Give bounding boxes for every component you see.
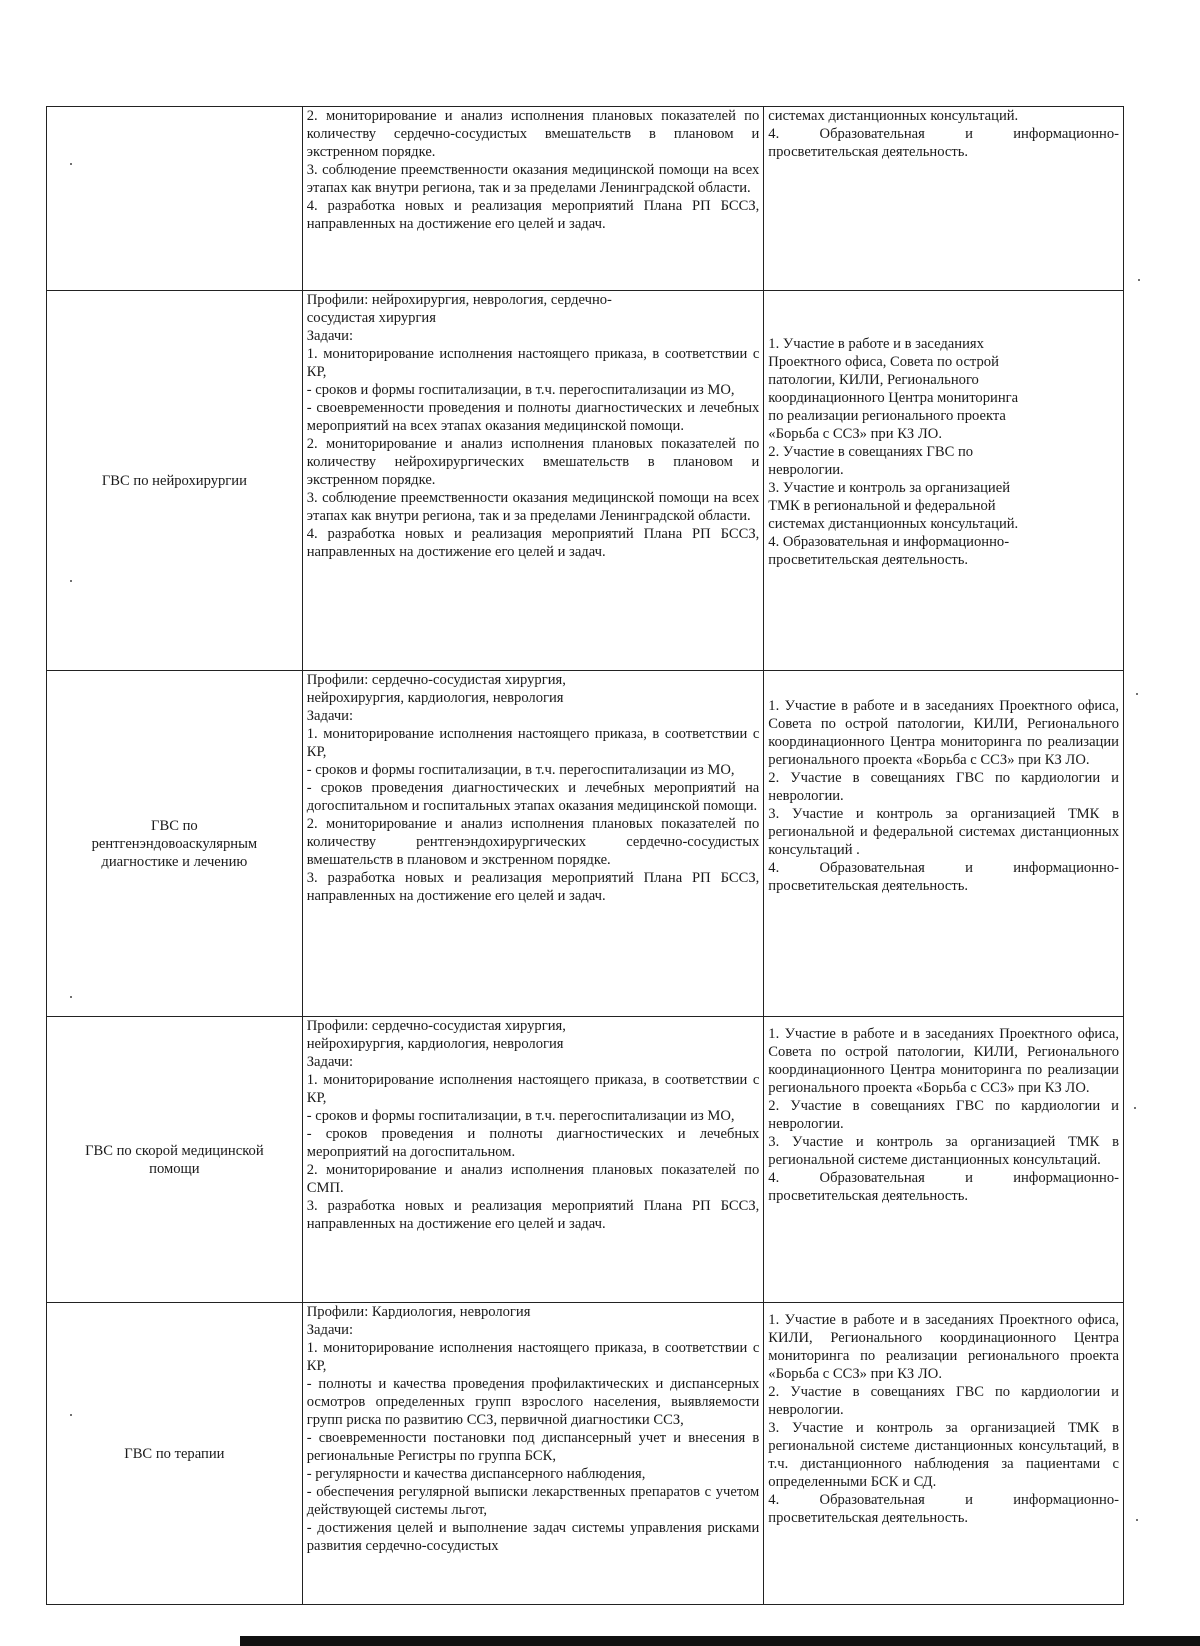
task-item: - обеспечения регулярной выписки лекарственных препаратов с учетом действующей системы льгот, — [306, 1484, 760, 1518]
profiles-text: нейрохирургия, кардиология, неврология — [306, 1036, 564, 1052]
scan-speck — [70, 580, 72, 582]
task-item: 3. разработка новых и реализация мероприятий Плана РП БССЗ, направленных на достижение его целей и задач. — [306, 1198, 760, 1232]
tasks-heading: Задачи: — [306, 328, 354, 344]
task-item: - сроков проведения и полноты диагностических и лечебных мероприятий на догоспитальном. — [306, 1126, 760, 1160]
function-item: 4. Образовательная и информационно-просветительская деятельность. — [768, 1492, 1119, 1526]
group-name: ГВС по скорой медицинской — [85, 1142, 264, 1159]
functions-cell — [764, 291, 1124, 671]
group-name: ГВС по — [151, 817, 198, 834]
function-line: неврологии. — [768, 462, 844, 478]
scan-speck — [70, 163, 72, 165]
profiles-text: Профили: сердечно-сосудистая хирургия, — [306, 672, 566, 688]
function-line: просветительская деятельность. — [768, 552, 969, 568]
function-item: 1. Участие в работе и в заседаниях Проектного офиса, КИЛИ, Регионального координационного Центра мониторинга по реализации регионального проекта «Борьба с ССЗ» при КЗ ЛО. — [768, 1312, 1119, 1382]
group-name: помощи — [149, 1160, 200, 1177]
scan-speck — [70, 996, 72, 998]
function-line: по реализации регионального проекта — [768, 408, 1006, 424]
group-cell — [47, 1303, 303, 1605]
task-item: 2. мониторирование и анализ исполнения плановых показателей по количеству сердечно-сосудистых вмешательств в плановом и экстренном порядке. — [306, 108, 760, 160]
tasks-heading: Задачи: — [306, 1322, 354, 1338]
task-item: 3. разработка новых и реализация мероприятий Плана РП БССЗ, направленных на достижение его целей и задач. — [306, 870, 760, 904]
task-item: 3. соблюдение преемственности оказания медицинской помощи на всех этапах как внутри региона, так и за пределами Ленинградской области. — [306, 162, 760, 196]
functions-cell — [764, 1017, 1124, 1303]
task-item: 1. мониторирование исполнения настоящего приказа, в соответствии с КР, — [306, 346, 760, 380]
tasks-cell — [302, 671, 764, 1017]
task-item: 3. соблюдение преемственности оказания медицинской помощи на всех этапах как внутри региона, так и за пределами Ленинградской области. — [306, 490, 760, 524]
function-item: 2. Участие в совещаниях ГВС по кардиологии и неврологии. — [768, 1098, 1119, 1132]
function-line: координационного Центра мониторинга — [768, 390, 1019, 406]
table-row — [47, 671, 1124, 1017]
task-item: - сроков и формы госпитализации, в т.ч. перегоспитализации из МО, — [306, 382, 735, 398]
function-item: 2. Участие в совещаниях ГВС по кардиологии и неврологии. — [768, 770, 1119, 804]
function-item: 2. Участие в совещаниях ГВС по кардиологии и неврологии. — [768, 1384, 1119, 1418]
function-item: 4. Образовательная и информационно-просветительская деятельность. — [768, 1170, 1119, 1204]
scan-speck — [1134, 1107, 1136, 1109]
group-name: ГВС по нейрохирургии — [101, 472, 247, 489]
profiles-text: сосудистая хирургия — [306, 310, 436, 326]
task-item: - своевременности постановки под диспансерный учет и внесения в региональные Регистры по группа БСК, — [306, 1430, 760, 1464]
function-line: 2. Участие в совещаниях ГВС по — [768, 444, 974, 460]
function-item: 1. Участие в работе и в заседаниях Проектного офиса, Совета по острой патологии, КИЛИ, Регионального координационного Центра мониторинга по реализации регионального проекта «Борьба с ССЗ» при КЗ ЛО. — [768, 1026, 1119, 1096]
task-item: 1. мониторирование исполнения настоящего приказа, в соответствии с КР, — [306, 1072, 760, 1106]
table-row — [47, 291, 1124, 671]
group-name: ГВС по терапии — [124, 1445, 225, 1462]
function-line: 1. Участие в работе и в заседаниях — [768, 336, 984, 352]
task-item: 4. разработка новых и реализация мероприятий Плана РП БССЗ, направленных на достижение его целей и задач. — [306, 526, 760, 560]
functions-cell — [764, 107, 1124, 291]
scan-edge-bar — [240, 1636, 1200, 1646]
task-item: - полноты и качества проведения профилактических и диспансерных осмотров определенных групп взрослого населения, выявляемости групп риска по развитию ССЗ, первичной диагностики ССЗ, — [306, 1376, 760, 1428]
task-item: 2. мониторирование и анализ исполнения плановых показателей по количеству нейрохирургических вмешательств в плановом и экстренном порядке. — [306, 436, 760, 488]
function-line: системах дистанционных консультаций. — [768, 516, 1019, 532]
function-item: 4. Образовательная и информационно-просветительская деятельность. — [768, 126, 1119, 160]
group-cell — [47, 1017, 303, 1303]
profiles-text: Профили: нейрохирургия, неврология, сердечно- — [306, 292, 612, 308]
task-item: 1. мониторирование исполнения настоящего приказа, в соответствии с КР, — [306, 1340, 760, 1374]
profiles-text: Профили: Кардиология, неврология — [306, 1304, 531, 1320]
task-item: - достижения целей и выполнение задач системы управления рисками развития сердечно-сосудистых — [306, 1520, 760, 1554]
task-item: - сроков проведения диагностических и лечебных мероприятий на догоспитальном и госпитальных этапах оказания медицинской помощи. — [306, 780, 760, 814]
function-item: 3. Участие и контроль за организацией ТМК в региональной и федеральной системах дистанционных консультаций . — [768, 806, 1119, 858]
function-line: патологии, КИЛИ, Регионального — [768, 372, 979, 388]
task-item: - своевременности проведения и полноты диагностических и лечебных мероприятий на всех этапах оказания медицинской помощи. — [306, 400, 760, 434]
group-name: диагностике и лечению — [101, 853, 248, 870]
profiles-text: нейрохирургия, кардиология, неврология — [306, 690, 564, 706]
tasks-heading: Задачи: — [306, 1054, 354, 1070]
group-cell — [47, 291, 303, 671]
function-line: ТМК в региональной и федеральной — [768, 498, 996, 514]
task-item: 4. разработка новых и реализация мероприятий Плана РП БССЗ, направленных на достижение его целей и задач. — [306, 198, 760, 232]
task-item: 2. мониторирование и анализ исполнения плановых показателей по количеству рентгенэндохирургических сердечно-сосудистых вмешательств в плановом и экстренном порядке. — [306, 816, 760, 868]
scan-speck — [1136, 1519, 1138, 1521]
task-item: - регулярности и качества диспансерного наблюдения, — [306, 1466, 646, 1482]
group-cell — [47, 671, 303, 1017]
tasks-heading: Задачи: — [306, 708, 354, 724]
group-name: рентгенэндовоаскулярным — [91, 835, 258, 852]
tasks-cell — [302, 1017, 764, 1303]
functions-cell — [764, 671, 1124, 1017]
table-row — [47, 107, 1124, 291]
profiles-text: Профили: сердечно-сосудистая хирургия, — [306, 1018, 566, 1034]
functions-cell — [764, 1303, 1124, 1605]
scan-speck — [1136, 693, 1138, 695]
table-row — [47, 1303, 1124, 1605]
function-item: системах дистанционных консультаций. — [768, 108, 1019, 124]
tasks-cell — [302, 107, 764, 291]
function-item: 1. Участие в работе и в заседаниях Проектного офиса, Совета по острой патологии, КИЛИ, Регионального координационного Центра мониторинга по реализации регионального проекта «Борьба с ССЗ» при КЗ ЛО. — [768, 698, 1119, 768]
responsibilities-table — [46, 106, 1124, 1605]
task-item: 2. мониторирование и анализ исполнения плановых показателей по СМП. — [306, 1162, 760, 1196]
task-item: - сроков и формы госпитализации, в т.ч. перегоспитализации из МО, — [306, 762, 735, 778]
function-line: Проектного офиса, Совета по острой — [768, 354, 999, 370]
scan-speck — [70, 1414, 72, 1416]
tasks-cell — [302, 291, 764, 671]
function-line: 4. Образовательная и информационно- — [768, 534, 1010, 550]
tasks-cell — [302, 1303, 764, 1605]
group-cell — [47, 107, 303, 291]
function-line: 3. Участие и контроль за организацией — [768, 480, 1011, 496]
function-line: «Борьба с ССЗ» при КЗ ЛО. — [768, 426, 942, 442]
function-item: 3. Участие и контроль за организацией ТМК в региональной системе дистанционных консультаций, в т.ч. дистанционного наблюдения за пациентами с определенными БСК и СД. — [768, 1420, 1119, 1490]
table-row — [47, 1017, 1124, 1303]
scan-speck — [1138, 279, 1140, 281]
task-item: - сроков и формы госпитализации, в т.ч. перегоспитализации из МО, — [306, 1108, 735, 1124]
task-item: 1. мониторирование исполнения настоящего приказа, в соответствии с КР, — [306, 726, 760, 760]
function-item: 3. Участие и контроль за организацией ТМК в региональной системе дистанционных консультаций. — [768, 1134, 1119, 1168]
function-item: 4. Образовательная и информационно-просветительская деятельность. — [768, 860, 1119, 894]
